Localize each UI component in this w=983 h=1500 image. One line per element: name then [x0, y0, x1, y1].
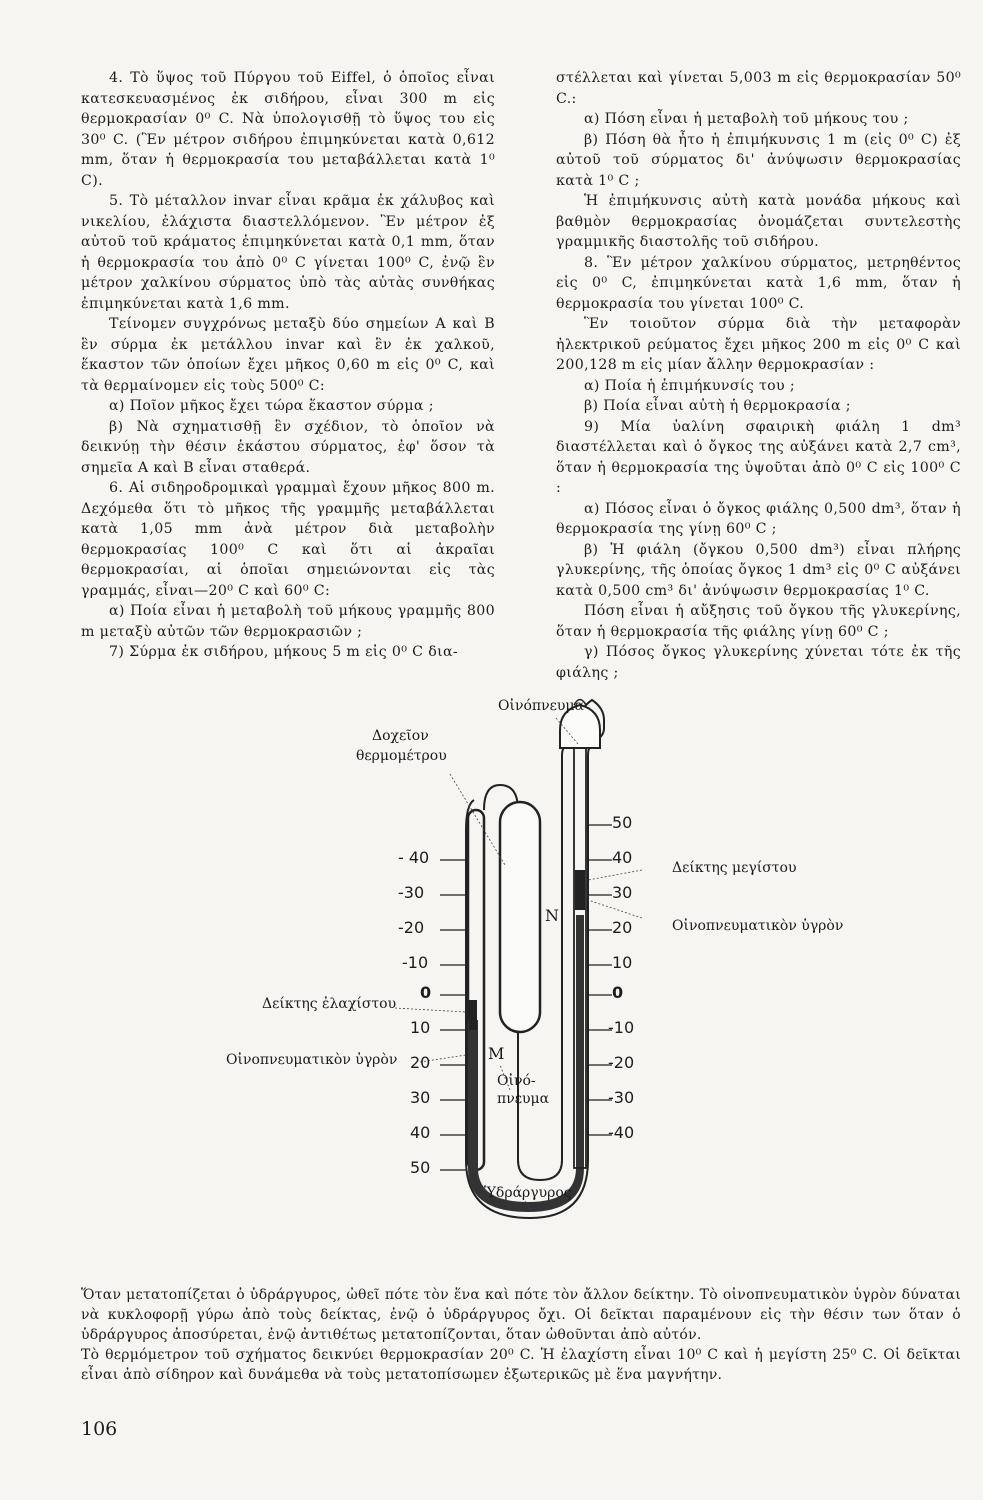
right-scale-label: -30: [608, 1088, 635, 1107]
left-scale-ticks: [440, 860, 466, 1170]
exercise-9-question-b: β) Ἡ φιάλη (ὄγκου 0,500 dm³) εἶναι πλήρης γλυκερίνης, τῆς ὁποίας ὄγκος 1 dm³ εἰς 0⁰ C αὐξάνει κατὰ 0,500 cm³ δι' ἀνύψωσιν θερμοκρασίας 1⁰ C.: [556, 541, 961, 599]
left-scale-label: 0: [420, 983, 432, 1002]
left-text-column: [81, 68, 495, 663]
left-scale-label: -30: [398, 883, 425, 902]
left-scale-label: -10: [402, 953, 429, 972]
thermometer-drawing: [0, 690, 983, 1270]
marker-n: N: [545, 906, 559, 925]
label-reservoir-line2: θερμομέτρου: [356, 748, 447, 764]
six-thermometer-figure: [0, 690, 983, 1270]
exercise-8: 8. Ἓν μέτρον χαλκίνου σύρματος, μετρηθέντος εἰς 0⁰ C, ἐπιμηκύνεται κατὰ 1,6 mm, ὅταν ἡ θερμοκρασία του γίνεται 100⁰ C.: [556, 254, 961, 312]
exercise-8-question-a: α) Ποία ἡ ἐπιμήκυνσίς του ;: [584, 377, 795, 394]
exercise-7-question-a: α) Πόση εἶναι ἡ μεταβολὴ τοῦ μήκους του ;: [584, 111, 909, 127]
page-number: 106: [81, 1418, 118, 1440]
reservoir-bulb: [500, 802, 540, 1032]
right-scale-label: 30: [612, 883, 633, 902]
marker-m: M: [488, 1044, 505, 1063]
exercise-5: 5. Τὸ μέταλλον invar εἶναι κρᾶμα ἐκ χάλυβος καὶ νικελίου, ἐλάχιστα διαστελλόμενον. Ἓν μέτρον ἐξ αὐτοῦ τοῦ κράματος ἐπιμηκύνεται κατὰ 0,1 mm, ὅταν ἡ θερμοκρασία του ἀπὸ 0⁰ C γίνεται 100⁰ C, ἐνῷ ἓν μέτρον χαλκίνου σύρματος ὑπὸ τὰς αὐτὰς συνθήκας ἐπιμηκύνεται κατὰ 1,6 mm.: [81, 193, 495, 312]
figure-caption: [81, 1285, 961, 1385]
exercise-9-question-a: α) Πόσος εἶναι ὁ ὄγκος φιάλης 0,500 dm³, ὅταν ἡ θερμοκρασία της γίνῃ 60⁰ C ;: [556, 500, 961, 537]
right-scale-label: 0: [612, 983, 624, 1002]
right-scale-label: -20: [608, 1053, 635, 1072]
label-max-index: Δείκτης μεγίστου: [672, 860, 797, 876]
max-index-marker: [575, 870, 585, 910]
caption-paragraph-2: Τὸ θερμόμετρον τοῦ σχήματος δεικνύει θερμοκρασίαν 20⁰ C. Ἡ ἐλαχίστη εἶναι 10⁰ C καὶ ἡ μεγίστη 25⁰ C. Οἱ δεῖκται εἶναι ἀπὸ σίδηρον καὶ δυνάμεθα νὰ τοὺς μετατοπίσωμεν ἐξωτερικῶς μὲ ἕνα μαγνήτην.: [81, 1347, 961, 1383]
right-scale-label: 40: [612, 848, 633, 867]
exercise-4: 4. Τὸ ὕψος τοῦ Πύργου τοῦ Eiffel, ὁ ὁποῖος εἶναι κατεσκευασμένος ἐκ σιδήρου, εἶναι 300 m εἰς θερμοκρασίαν 0⁰ C. Νὰ ὑπολογισθῇ τὸ ὕψος του εἰς 30⁰ C. (Ἓν μέτρον σιδήρου ἐπιμηκύνεται κατὰ 0,612 mm, ὅταν ἡ θερμοκρασία του μεταβάλλεται κατὰ 1⁰ C).: [81, 70, 495, 189]
exercise-7-continued: στέλλεται καὶ γίνεται 5,003 m εἰς θερμοκρασίαν 50⁰ C.:: [556, 70, 961, 107]
exercise-5-question-b: β) Νὰ σχηματισθῇ ἓν σχέδιον, τὸ ὁποῖον νὰ δεικνύῃ τὴν θέσιν ἑκάστου σύρματος, ἐφ' ὅσον τὰ σημεῖα Α καὶ Β εἶναι σταθερά.: [81, 418, 495, 476]
label-reservoir-line1: Δοχεῖον: [372, 728, 429, 744]
exercise-8-wire: Ἓν τοιοῦτον σύρμα διὰ τὴν μεταφορὰν ἠλεκτρικοῦ ρεύματος ἔχει μῆκος 200 m εἰς 0⁰ C καὶ 200,128 m εἰς μίαν ἄλλην θερμοκρασίαν :: [556, 316, 961, 373]
label-spirit-top: Οἰνόπνευμα: [498, 698, 584, 714]
right-scale-label: -10: [608, 1018, 635, 1037]
exercise-5-question-a: α) Ποῖον μῆκος ἔχει τώρα ἕκαστον σύρμα ;: [109, 398, 434, 414]
left-scale-label: 10: [410, 1018, 431, 1037]
min-index-marker: [469, 1000, 477, 1030]
label-spirit-mid-2: πνευμα: [497, 1091, 550, 1107]
label-mercury: Ὑδράργυρος: [484, 1185, 572, 1201]
exercise-5-setup: Τείνομεν συγχρόνως μεταξὺ δύο σημείων Α καὶ Β ἓν σύρμα ἐκ μετάλλου invar καὶ ἓν ἐκ χαλκοῦ, ἕκαστον τῶν ὁποίων ἔχει μῆκος 0,60 m εἰς 0⁰ C, καὶ τὰ θερμαίνομεν εἰς τοὺς 500⁰ C:: [81, 316, 495, 394]
exercise-9-glycerin: Πόση εἶναι ἡ αὔξησις τοῦ ὄγκου τῆς γλυκερίνης, ὅταν ἡ θερμοκρασία τῆς φιάλης γίνῃ 60⁰ C ;: [556, 603, 961, 640]
left-scale-label: 20: [410, 1053, 431, 1072]
label-spirit-left: Οἰνοπνευματικὸν ὑγρὸν: [226, 1052, 398, 1068]
left-scale-label: 40: [410, 1123, 431, 1142]
exercise-7: 7) Σύρμα ἐκ σιδήρου, μήκους 5 m εἰς 0⁰ C δια-: [109, 644, 459, 660]
label-min-index: Δείκτης ἐλαχίστου: [262, 996, 397, 1012]
label-spirit-mid-1: Οἰνό-: [497, 1073, 536, 1089]
right-scale-label: -40: [608, 1123, 635, 1142]
right-scale-label: 50: [612, 813, 633, 832]
linear-expansion-definition: Ἡ ἐπιμήκυνσις αὐτὴ κατὰ μονάδα μήκους καὶ βαθμὸν θερμοκρασίας ὀνομάζεται συντελεστὴς γραμμικῆς διαστολῆς τοῦ σιδήρου.: [556, 193, 961, 250]
exercise-7-question-b: β) Πόση θὰ ἦτο ἡ ἐπιμήκυνσις 1 m (εἰς 0⁰ C) ἐξ αὐτοῦ τοῦ σύρματος δι' ἀνύψωσιν θερμοκρασίας κατὰ 1⁰ C ;: [556, 131, 961, 189]
exercise-9: 9) Μία ὑαλίνη σφαιρικὴ φιάλη 1 dm³ διαστέλλεται καὶ ὁ ὄγκος της αὐξάνει κατὰ 2,7 cm³, ὅταν ἡ θερμοκρασία της ὑψοῦται ἀπὸ 0⁰ C εἰς 100⁰ C :: [556, 418, 961, 496]
right-scale-label: 10: [612, 953, 633, 972]
left-scale-label: 50: [410, 1158, 431, 1177]
left-scale-label: -20: [398, 918, 425, 937]
exercise-8-question-b: β) Ποία εἶναι αὐτὴ ἡ θερμοκρασία ;: [584, 398, 851, 414]
right-text-column: [556, 68, 961, 683]
exercise-6: 6. Αἱ σιδηροδρομικαὶ γραμμαὶ ἔχουν μῆκος 800 m. Δεχόμεθα ὅτι τὸ μῆκος τῆς γραμμῆς μεταβάλλεται κατὰ 1,05 mm ἀνὰ μέτρον διὰ μεταβολὴν θερμοκρασίας 100⁰ C καὶ ὅτι αἱ ἀκραῖαι θερμοκρασίαι, αἱ ὁποῖαι σημειώνονται εἰς τὰς γραμμάς, εἶναι—20⁰ C καὶ 60⁰ C:: [81, 480, 495, 599]
exercise-6-question-a: α) Ποία εἶναι ἡ μεταβολὴ τοῦ μήκους γραμμῆς 800 m μεταξὺ αὐτῶν τῶν θερμοκρασιῶν ;: [81, 603, 495, 640]
left-scale-label: 30: [410, 1088, 431, 1107]
exercise-9-question-c: γ) Πόσος ὄγκος γλυκερίνης χύνεται τότε ἐκ τῆς φιάλης ;: [556, 644, 961, 681]
right-scale-label: 20: [612, 918, 633, 937]
caption-paragraph-1: Ὅταν μετατοπίζεται ὁ ὑδράργυρος, ὠθεῖ πότε τὸν ἕνα καὶ πότε τὸν ἄλλον δείκτην. Τὸ οἰνοπνευματικὸν ὑγρὸν δύναται νὰ κυκλοφορῇ γύρω ἀπὸ τοὺς δείκτας, ἐνῷ ὁ ὑδράργυρος ὄχι. Οἱ δεῖκται παραμένουν εἰς τὴν θέσιν των ὅταν ὁ ὑδράργυρος ἀποσύρεται, ἐνῷ ἀντιθέτως μετατοπίζονται, ὅταν ὠθοῦνται ἀπὸ αὐτόν.: [81, 1287, 961, 1343]
label-spirit-right: Οἰνοπνευματικὸν ὑγρὸν: [672, 918, 844, 934]
left-scale-label: - 40: [398, 848, 430, 867]
